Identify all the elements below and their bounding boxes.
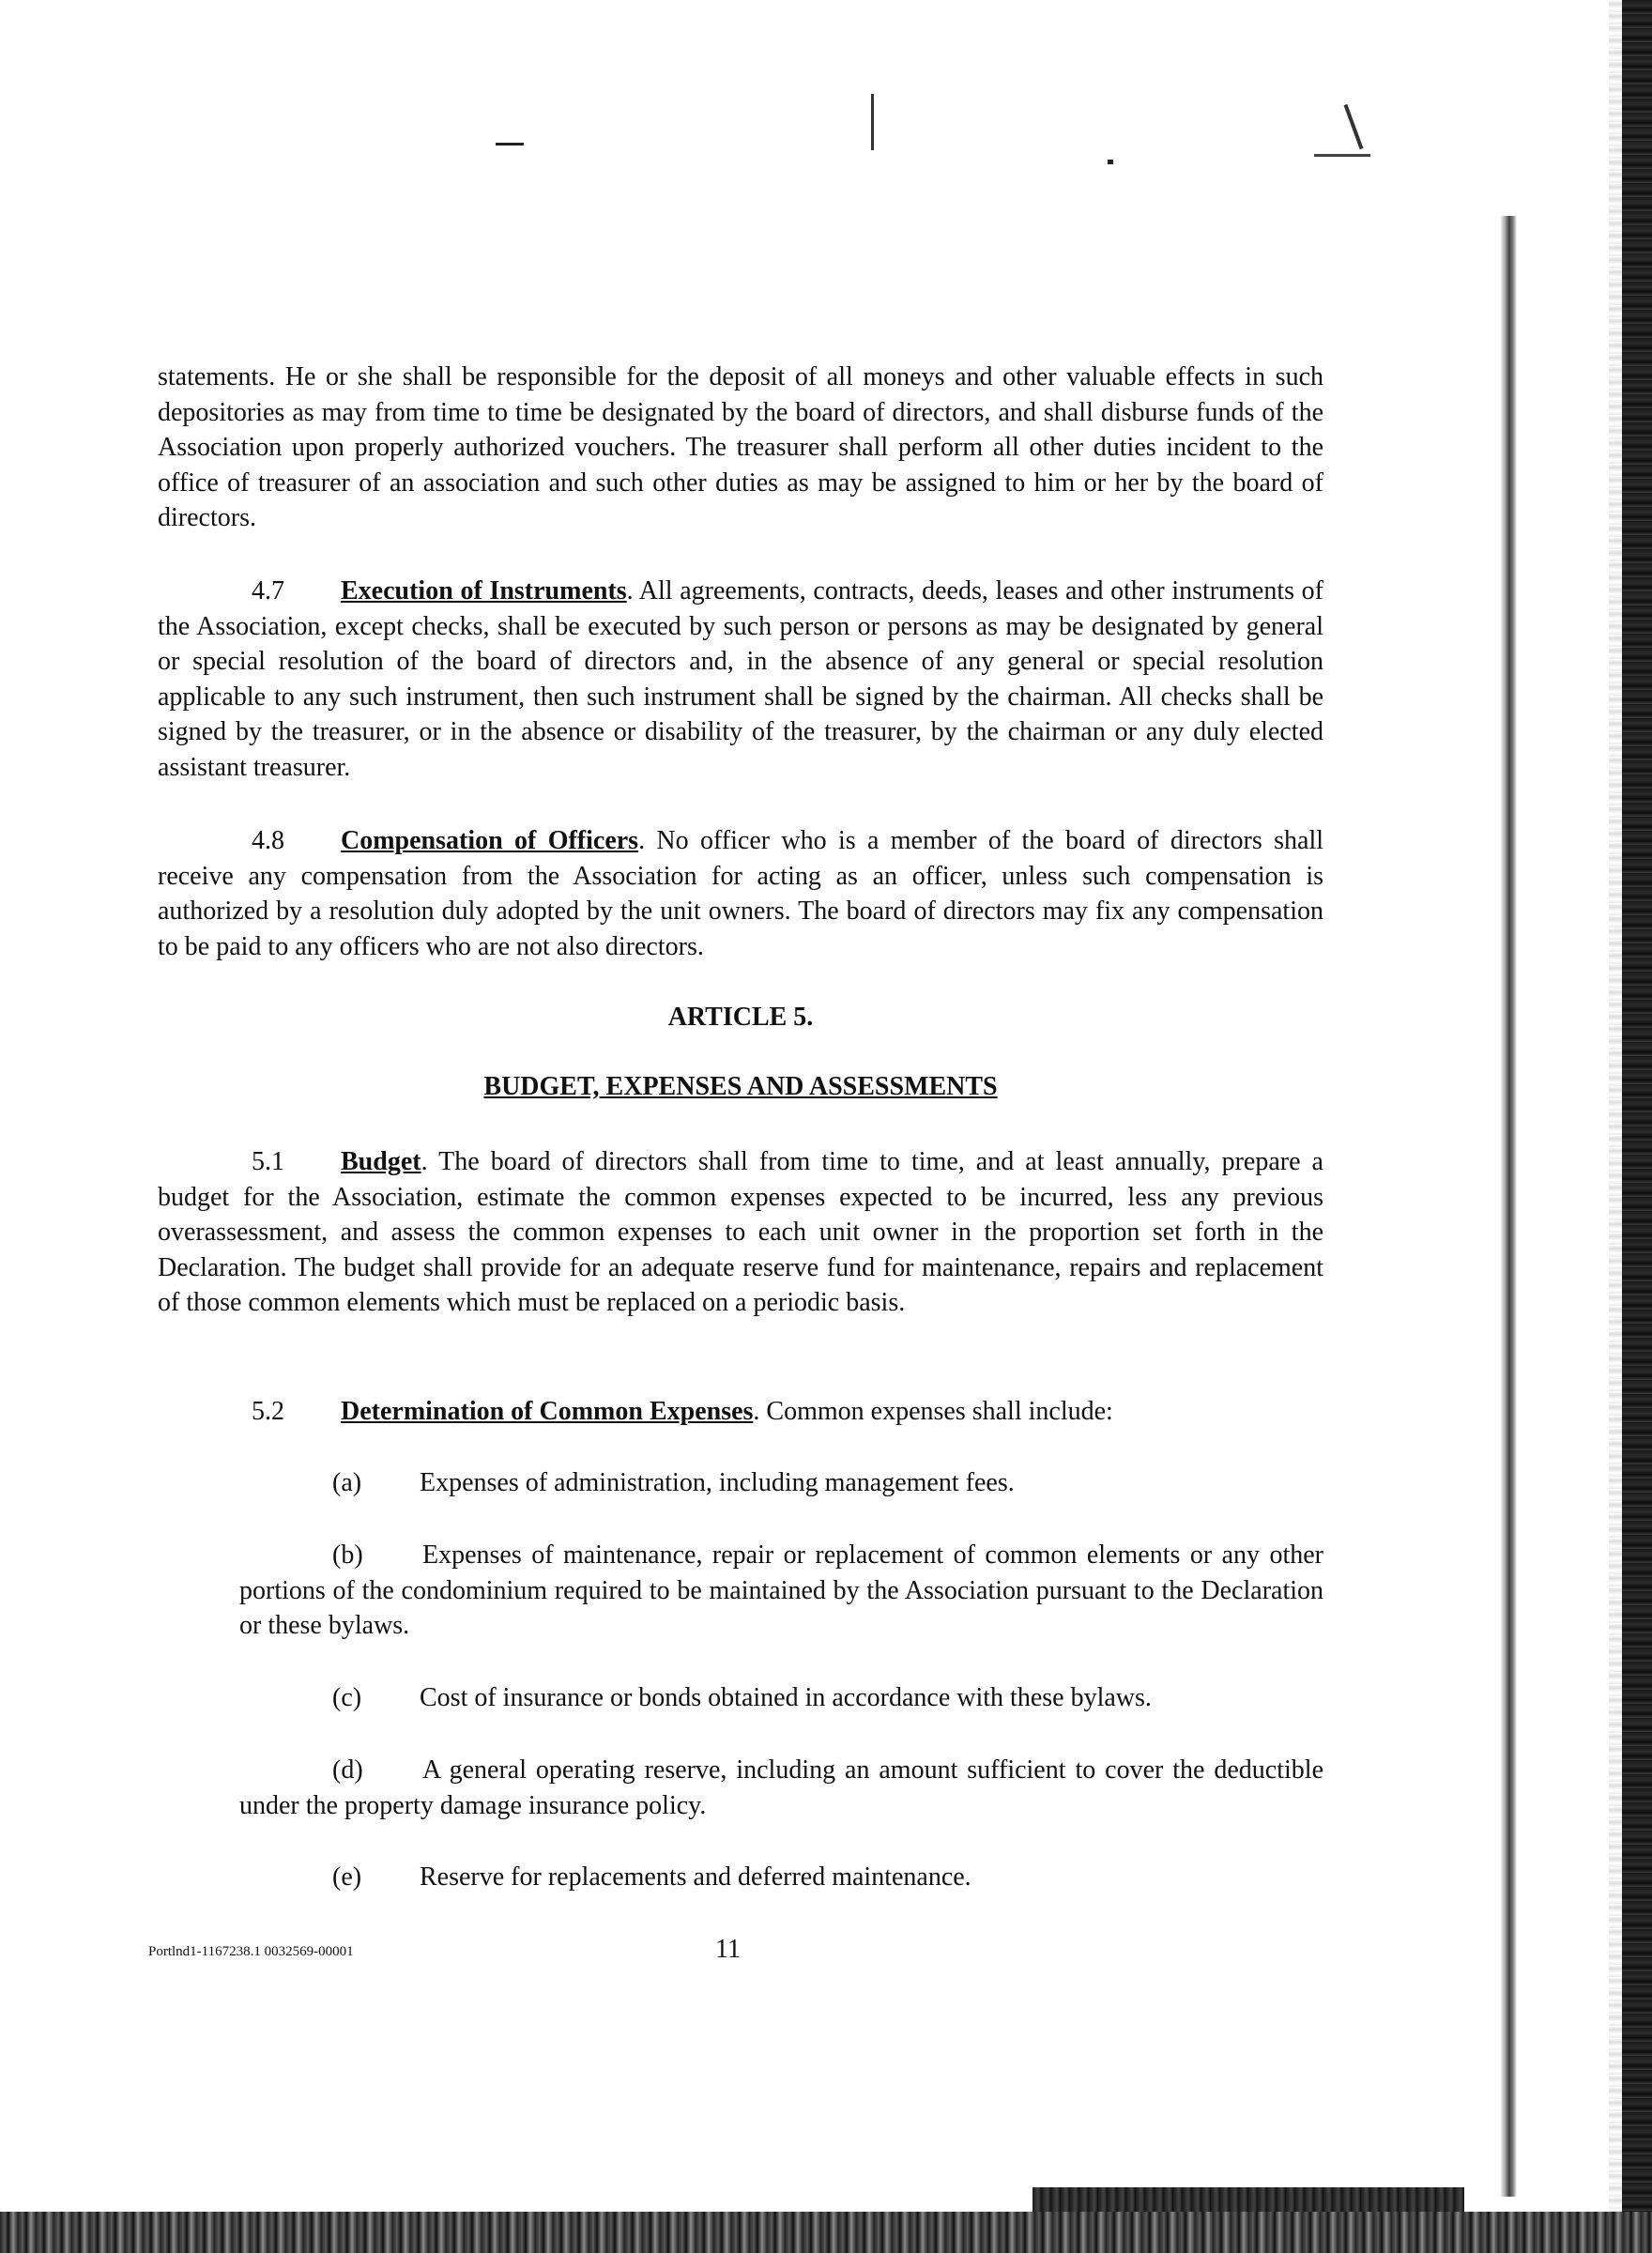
section-number: 5.1 [252, 1147, 284, 1176]
section-number: 4.7 [252, 576, 284, 605]
page-number: 11 [715, 1935, 741, 1964]
section-4-7 [158, 574, 1323, 785]
section-5-1 [158, 1144, 1323, 1321]
list-item-e [239, 1860, 1323, 1895]
scan-bottom-block [1032, 2187, 1464, 2212]
list-text: A general operating reserve, including an amount sufficient to cover the deductible under the property damage insurance policy. [239, 1755, 1323, 1820]
list-label: (a) [332, 1468, 362, 1497]
list-item-b [239, 1538, 1323, 1644]
scan-top-marks [282, 94, 1455, 169]
section-heading: Compensation of Officers [341, 826, 639, 855]
list-text: Expenses of administration, including management fees. [420, 1468, 1015, 1497]
section-5-2 [158, 1394, 1323, 1430]
section-number: 4.8 [252, 826, 284, 855]
list-text: Reserve for replacements and deferred maintenance. [420, 1862, 971, 1892]
continuation-paragraph [158, 360, 1323, 536]
section-heading: Budget [341, 1147, 421, 1176]
list-text: Expenses of maintenance, repair or replacement of common elements or any other portions of the condominium required to be maintained by the Association pursuant to the Declaration or these bylaws. [239, 1540, 1323, 1640]
scan-side-shadow [1500, 216, 1517, 2197]
list-item-d [239, 1753, 1323, 1823]
article-label: ARTICLE 5. [667, 1003, 814, 1032]
footer-document-id: Portlnd1-1167238.1 0032569-00001 [148, 1944, 354, 1959]
list-label: (d) [332, 1755, 363, 1785]
continuation-text: statements. He or she shall be responsible for the deposit of all moneys and other valuable effects in such depositories as may from time to time be designated by the board of directors, and shall disburse funds of the Association upon properly authorized vouchers. The treasurer shall perform all other duties incident to the office of treasurer of an association and such other duties as may be assigned to him or her by the board of directors. [158, 362, 1323, 532]
section-text: . Common expenses shall include: [753, 1397, 1113, 1426]
section-text: . All agreements, contracts, deeds, leases and other instruments of the Association, except checks, shall be executed by such person or persons as may be designated by general or special resolution of the board of directors and, in the absence of any general or special resolution applicable to any such instrument, then such instrument shall be signed by the chairman. All checks shall be signed by the treasurer, or in the absence or disability of the treasurer, by the chairman or any duly elected assistant treasurer. [158, 576, 1323, 782]
list-label: (e) [332, 1862, 362, 1892]
section-text: . No officer who is a member of the board of directors shall receive any compensation from the Association for acting as an officer, unless such compensation is authorized by a resolution duly adopted by the unit owners. The board of directors may fix any compensation to be paid to any officers who are not also directors. [158, 826, 1323, 961]
article-title: BUDGET, EXPENSES AND ASSESSMENTS [483, 1072, 998, 1101]
list-label: (c) [332, 1683, 362, 1712]
section-number: 5.2 [252, 1397, 284, 1426]
list-text: Cost of insurance or bonds obtained in accordance with these bylaws. [420, 1683, 1152, 1712]
list-label: (b) [332, 1540, 363, 1570]
section-4-8 [158, 823, 1323, 964]
section-heading: Determination of Common Expenses [341, 1397, 754, 1426]
list-item-c [239, 1680, 1323, 1716]
section-text: . The board of directors shall from time to time, and at least annually, prepare a budget for the Association, estimate the common expenses expected to be incurred, less any previous overassessment, and assess the common expenses to each unit owner in the proportion set forth in the Declaration. The budget shall provide for an adequate reserve fund for maintenance, repairs and replacement of those common elements which must be replaced on a periodic basis. [158, 1147, 1323, 1317]
scan-bottom-edge [0, 2212, 1652, 2253]
scan-edge-shading [1609, 0, 1622, 2253]
section-heading: Execution of Instruments [341, 576, 627, 605]
list-item-a [239, 1465, 1323, 1501]
scan-right-edge [1622, 0, 1652, 2253]
